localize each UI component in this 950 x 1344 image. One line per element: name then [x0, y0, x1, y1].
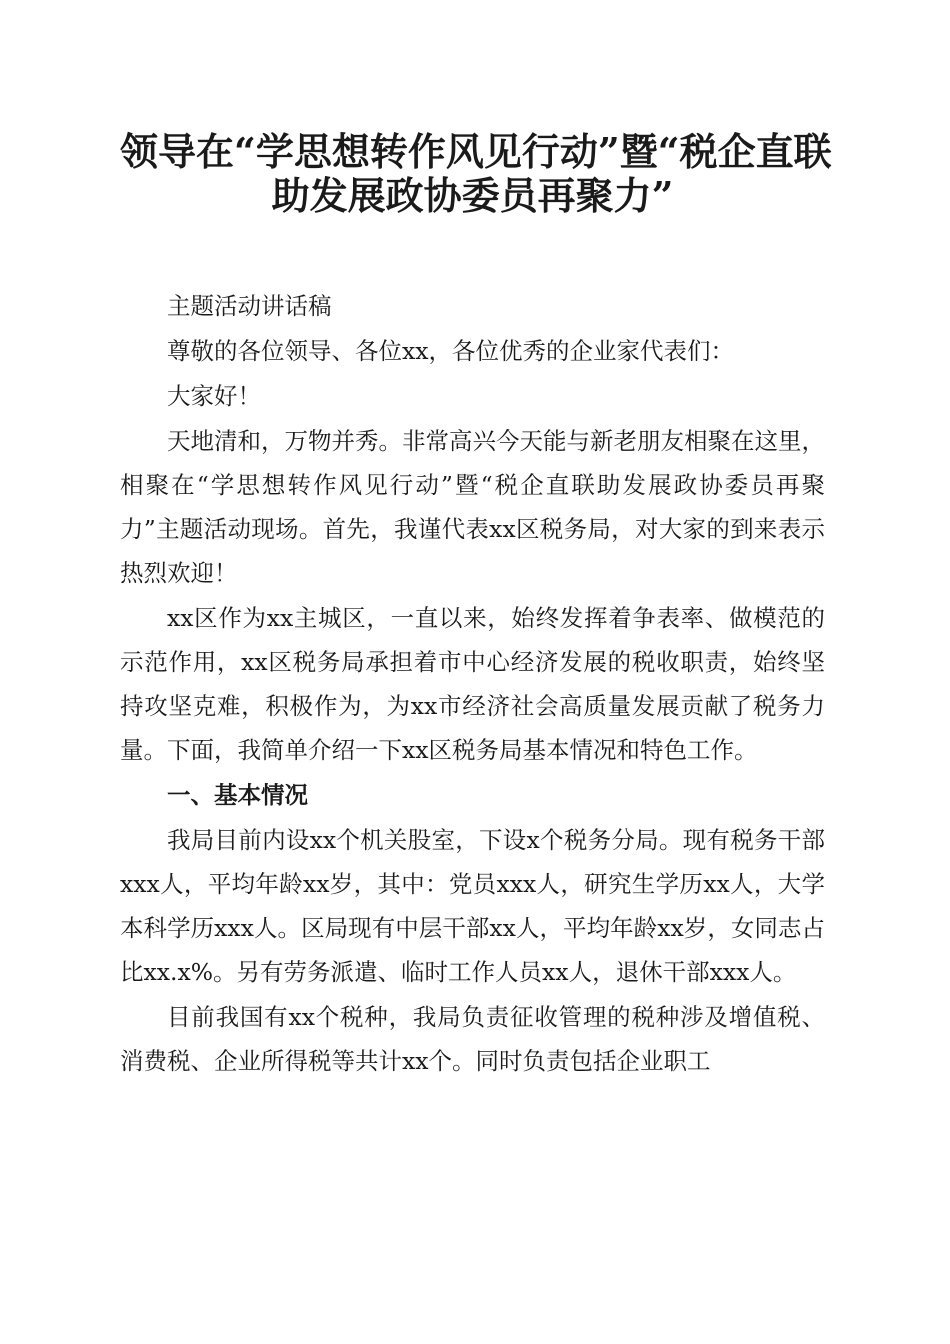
- title-line-2: 助发展政协委员再聚力”: [271, 173, 674, 218]
- body-paragraph: 目前我国有xx个税种，我局负责征收管理的税种涉及增值税、消费税、企业所得税等共计xx个。同时负责包括企业职工: [120, 1003, 825, 1075]
- body-paragraph: 天地清和，万物并秀。非常高兴今天能与新老朋友相聚在这里，相聚在“学思想转作风见行动”暨“税企直联助发展政协委员再聚力”主题活动现场。首先，我谨代表xx区税务局，对大家的到来表示热烈欢迎！: [120, 427, 825, 587]
- section-heading: 一、基本情况: [167, 781, 308, 809]
- document-body: [120, 284, 825, 1083]
- document-page: [120, 129, 832, 1084]
- greeting-paragraph: 大家好！: [167, 382, 261, 410]
- subtitle-paragraph: 主题活动讲话稿: [167, 292, 332, 320]
- salutation-paragraph: 尊敬的各位领导、各位xx，各位优秀的企业家代表们：: [167, 337, 735, 365]
- body-paragraph: xx区作为xx主城区，一直以来，始终发挥着争表率、做模范的示范作用，xx区税务局承担着市中心经济发展的税收职责，始终坚持攻坚克难，积极作为，为xx市经济社会高质量发展贡献了税务力量。下面，我简单介绍一下xx区税务局基本情况和特色工作。: [120, 604, 825, 764]
- document-title: [120, 129, 832, 218]
- title-line-1: 领导在“学思想转作风见行动”暨“税企直联: [120, 129, 832, 174]
- body-paragraph: 我局目前内设xx个机关股室，下设x个税务分局。现有税务干部xxx人，平均年龄xx岁，其中：党员xxx人，研究生学历xx人，大学本科学历xxx人。区局现有中层干部xx人，平均年龄xx岁，女同志占比xx.x%。另有劳务派遣、临时工作人员xx人，退休干部xxx人。: [120, 826, 825, 986]
